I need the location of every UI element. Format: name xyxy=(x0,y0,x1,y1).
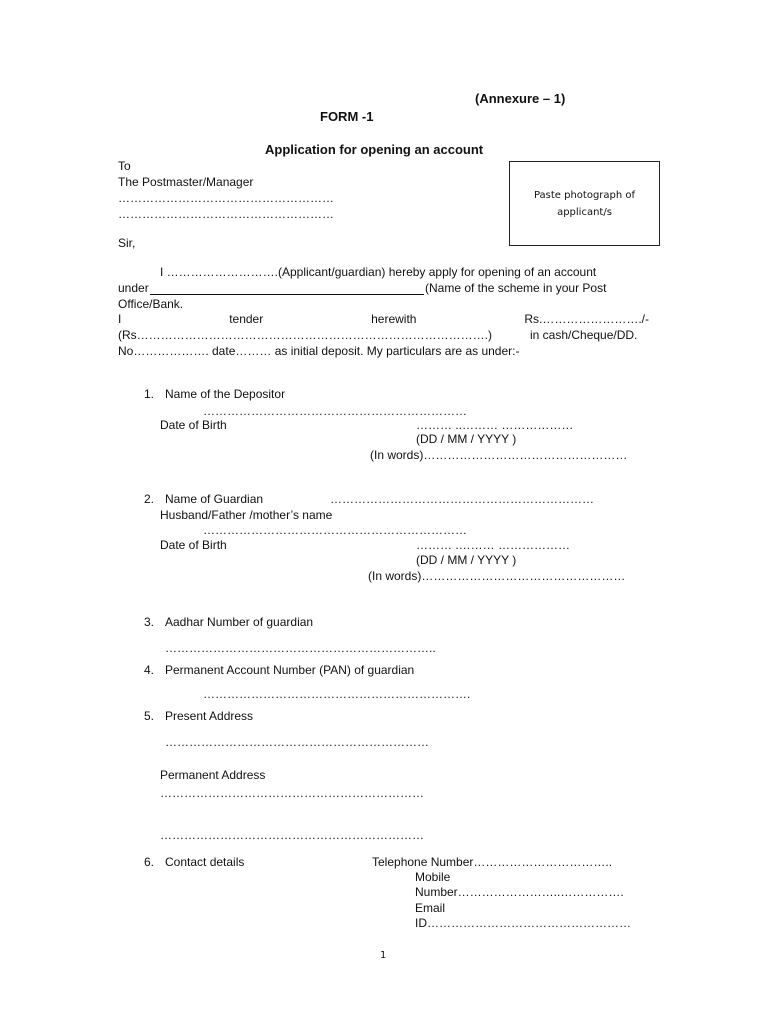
photo-box xyxy=(509,161,660,246)
intro-word-tender: tender xyxy=(229,312,264,326)
intro-amount-blank: Rs.……………………./- xyxy=(524,312,649,326)
photo-box-line-1: Paste photograph of xyxy=(533,189,636,201)
permanent-address-label: Permanent Address xyxy=(160,768,266,782)
item-6-number: 6. xyxy=(144,855,155,869)
form-title: Application for opening an account xyxy=(265,142,484,157)
intro-under-label: under xyxy=(118,281,149,295)
scheme-underline xyxy=(150,294,424,295)
guardian-relation-label: Husband/Father /mother’s name xyxy=(160,508,333,522)
intro-scheme-label: (Name of the scheme in your Post xyxy=(425,281,607,295)
depositor-dob-in-words: (In words)…………………………………………… xyxy=(370,448,628,462)
depositor-dob-blank: ……… ..……… ……………… xyxy=(416,418,574,432)
guardian-dob-in-words: (In words)…………………………………………… xyxy=(368,569,626,583)
depositor-name-label: Name of the Depositor xyxy=(165,387,286,401)
recipient: The Postmaster/Manager xyxy=(118,175,254,189)
permanent-address-blank-2: ………………………………………………………… xyxy=(160,828,424,842)
present-address-blank: ………………………………………………………… xyxy=(165,735,429,749)
present-address-label: Present Address xyxy=(165,709,254,723)
intro-line-1: I ……………………….(Applicant/guardian) hereby apply for opening of an account xyxy=(160,265,597,279)
intro-word-i: I xyxy=(118,312,122,326)
guardian-dob-blank: ……… .……… ……………… xyxy=(416,538,571,552)
salutation: Sir, xyxy=(118,236,136,250)
permanent-address-blank-1: ………………………………………………………… xyxy=(160,786,424,800)
telephone-number-field: Telephone Number…………………………….. xyxy=(372,855,613,869)
email-id-field: ID…………………………………………… xyxy=(415,916,631,930)
pan-blank: …………………………………………………………. xyxy=(203,687,471,701)
intro-line-6: No………………. date……… as initial deposit. My particulars are as under:- xyxy=(118,344,520,358)
contact-details-label: Contact details xyxy=(165,855,245,869)
mobile-label: Mobile xyxy=(415,870,451,884)
recipient-blank-1: ……………………………………………… xyxy=(118,191,334,205)
to-label: To xyxy=(118,159,131,173)
aadhar-label: Aadhar Number of guardian xyxy=(165,615,314,629)
intro-word-herewith: herewith xyxy=(371,312,417,326)
annexure-label: (Annexure – 1) xyxy=(475,91,566,106)
depositor-dob-label: Date of Birth xyxy=(160,418,227,432)
item-1-number: 1. xyxy=(144,387,155,401)
item-5-number: 5. xyxy=(144,709,155,723)
guardian-name-label: Name of Guardian xyxy=(165,492,264,506)
email-label: Email xyxy=(415,901,446,915)
intro-line-4 xyxy=(118,312,649,327)
intro-line-5-right: in cash/Cheque/DD. xyxy=(530,328,638,342)
form-number: FORM -1 xyxy=(320,109,374,124)
aadhar-blank: ………………………………………………………….. xyxy=(165,641,436,655)
intro-line-5-left: (Rs…………………………………………………………………………….) xyxy=(118,328,492,342)
photo-box-line-2: applicant/s xyxy=(557,206,612,218)
depositor-dob-format: (DD / MM / YYYY ) xyxy=(416,432,517,446)
recipient-blank-2: ……………………………………………… xyxy=(118,207,334,221)
depositor-name-blank: ………………………………………………………… xyxy=(203,404,467,418)
pan-label: Permanent Account Number (PAN) of guardian xyxy=(165,663,415,677)
item-3-number: 3. xyxy=(144,615,155,629)
item-2-number: 2. xyxy=(144,492,155,506)
mobile-number-field: Number……………………..……………. xyxy=(415,885,624,899)
item-4-number: 4. xyxy=(144,663,155,677)
page-number: 1 xyxy=(380,950,387,961)
guardian-dob-format: (DD / MM / YYYY ) xyxy=(416,553,517,567)
guardian-dob-label: Date of Birth xyxy=(160,538,227,552)
guardian-relation-blank: ………………………………………………………… xyxy=(203,523,467,537)
guardian-name-blank: ………………………………………………………… xyxy=(330,492,594,506)
intro-line-3: Office/Bank. xyxy=(118,297,184,311)
